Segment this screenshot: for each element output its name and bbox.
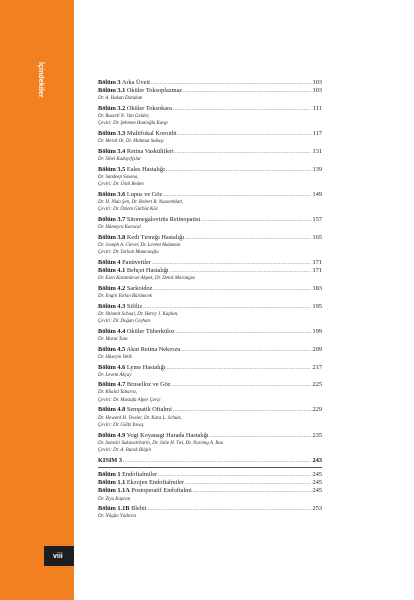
toc-entry-page: 171 <box>312 266 322 274</box>
toc-entry-author: Dr. Sandeep Saxena, <box>98 174 139 180</box>
toc-entry-author: Dr. Khalid Tabarra, <box>98 390 137 396</box>
toc-entry-title <box>98 406 172 414</box>
toc-entry <box>98 479 322 487</box>
toc-entry <box>98 191 322 216</box>
toc-entry-title-text: Ekzojen Endoftalmiler <box>126 479 185 487</box>
toc-entry-author: Dr. Shlomit Schaal, Dr. Henry J. Kaplan, <box>98 311 179 317</box>
toc-row[interactable] <box>98 364 322 372</box>
toc-leader-dots <box>163 191 311 199</box>
toc-entry-page: 157 <box>312 215 322 223</box>
toc-entry-title-text: Behçet Hastalığı <box>126 266 169 274</box>
toc-entry-title-text: Sempatik Oftalmi <box>126 406 172 414</box>
toc-entry <box>98 267 322 285</box>
toc-entry-label: Bölüm 3.3 <box>98 130 126 138</box>
toc-row[interactable] <box>98 285 322 293</box>
toc-row[interactable] <box>98 381 322 389</box>
toc-leader-dots <box>185 234 311 242</box>
toc-entry-label: Bölüm 3.2 <box>98 104 126 112</box>
toc-entry-title-text: Panüveitler <box>122 258 151 266</box>
toc-entry-author: Dr. Sibel Kadayıfçılar <box>98 157 142 162</box>
toc-entry-title-text: Lupus ve Göz <box>126 190 163 198</box>
toc-entry-page: 229 <box>312 406 322 414</box>
toc-entry-title-text: Endoftalmiler <box>122 471 158 479</box>
toc-entry-label: Bölüm 1 <box>98 471 121 479</box>
toc-entry <box>98 487 322 505</box>
toc-entry-page: 183 <box>312 284 322 292</box>
toc-leader-dots <box>181 346 311 354</box>
toc-entry-title-text: Eales Hastalığı <box>126 165 165 173</box>
toc-entry-title <box>98 364 166 372</box>
toc-entry-page: 225 <box>312 381 322 389</box>
toc-entry-title-text: Postoperatif Endoftalmi <box>131 487 192 495</box>
toc-entry-title <box>98 191 162 199</box>
toc-entry <box>98 259 322 267</box>
section-tab-label: İçindekiler <box>37 62 44 98</box>
toc-entry <box>98 234 322 259</box>
toc-entry-author: Çeviri: Dr. Şebnem Hanioğlu Kargı <box>98 121 168 127</box>
toc-part-row[interactable] <box>98 457 322 465</box>
toc-entry <box>98 130 322 148</box>
toc-entry-title <box>98 381 171 389</box>
toc-entry-page: 217 <box>312 363 322 371</box>
toc-row[interactable] <box>98 479 322 487</box>
toc-entry <box>98 432 322 457</box>
toc-entry-title <box>98 432 209 440</box>
toc-entry-title-text: Bruselloz ve Göz <box>126 381 171 389</box>
toc-entry <box>98 346 322 364</box>
toc-entry-title <box>98 346 180 354</box>
toc-entry-page: 171 <box>312 258 322 266</box>
toc-entry-page: 103 <box>312 79 322 86</box>
toc-entry-title <box>98 105 172 113</box>
toc-entry-author: Çeviri: Dr. Mustafa Alper Çerçi <box>98 397 161 403</box>
toc-entry-title-text: Retina Vaskülitleri <box>126 147 174 155</box>
toc-entry <box>98 471 322 479</box>
toc-entry-page: 243 <box>312 456 322 464</box>
toc-entry-title <box>98 303 142 311</box>
toc-entry-page: 139 <box>312 165 322 173</box>
toc-entry-page: 209 <box>312 345 322 353</box>
toc-entry-label: Bölüm 3.7 <box>98 215 126 223</box>
page-number <box>44 546 74 566</box>
toc-entry-title <box>98 234 184 242</box>
toc-entry-title-text: Sitomegalovirüs Retinopatisi <box>126 215 201 223</box>
toc-entry <box>98 166 322 191</box>
toc-entry-author: Dr. Meral Or, Dr. Mahmut Subaşı <box>98 139 164 145</box>
toc-entry-spacer <box>98 521 322 524</box>
toc-entry-label: KISIM 3 <box>98 456 122 464</box>
toc-entry-author: Çeviri: Dr. Doğan Ceyhan <box>98 318 150 324</box>
toc-entry-label: Bölüm 4.6 <box>98 363 126 371</box>
toc-entry-title <box>98 267 169 275</box>
toc-row[interactable] <box>98 148 322 156</box>
toc-entry-title <box>98 79 150 87</box>
toc-entry <box>98 87 322 105</box>
toc-entry-label: Bölüm 4.9 <box>98 431 126 439</box>
toc-entry-title <box>98 487 192 495</box>
toc-row[interactable] <box>98 406 322 414</box>
toc-leader-dots <box>183 87 311 95</box>
toc-row[interactable] <box>98 87 322 95</box>
toc-leader-dots <box>173 406 311 414</box>
toc-entry-page: 245 <box>312 471 322 479</box>
toc-leader-dots <box>173 105 311 113</box>
toc-row[interactable] <box>98 432 322 440</box>
toc-entry <box>98 79 322 87</box>
toc-entry <box>98 364 322 382</box>
toc-entry-author: Dr. Russell N. Van Gelder, <box>98 114 150 120</box>
toc-entry-title <box>98 328 175 336</box>
toc-entry-label: Bölüm 4.4 <box>98 327 126 335</box>
toc-entry-author: Çeviri: Dr. A. Burak Bilgin <box>98 447 151 453</box>
toc-entry <box>98 216 322 234</box>
toc-entry-title-text: Sifiliz <box>126 302 143 310</box>
toc-leader-dots <box>153 285 311 293</box>
toc-entry-label: Bölüm 1.1A <box>98 487 130 495</box>
toc-entry-title-text: Multifokal Koroidit <box>126 130 177 138</box>
toc-entry-author: Dr. Hüseyin Yetik <box>98 354 132 360</box>
toc-entry-page: 111 <box>313 104 322 112</box>
toc-entry-author: Dr. Joseph A. Clever, Dr. Levent Akduman <box>98 242 181 248</box>
toc-entry-label: Bölüm 3 <box>98 79 121 86</box>
toc-row[interactable] <box>98 191 322 199</box>
toc-leader-dots <box>175 148 311 156</box>
toc-leader-dots <box>185 479 311 487</box>
toc-row[interactable] <box>98 303 322 311</box>
toc-entry-page: 245 <box>312 479 322 487</box>
toc-entry-author: Çeviri: Dr. Gültz Yavaş <box>98 422 144 428</box>
toc-row[interactable] <box>98 471 322 479</box>
toc-entry-author: Dr. A. Hakan Durukan <box>98 96 143 102</box>
toc-row[interactable] <box>98 130 322 138</box>
toc-leader-dots <box>158 471 311 479</box>
toc-leader-dots <box>147 505 311 513</box>
toc-entry-label: Bölüm 4.7 <box>98 381 126 389</box>
toc-entry-author: Çeviri: Dr. Tarkan Mumcuoğlu <box>98 250 159 256</box>
toc-entry-title-text: Kedi Tırmığı Hastalığı <box>126 233 185 241</box>
toc-leader-dots <box>172 381 311 389</box>
toc-leader-dots <box>123 457 311 465</box>
toc-entry-author: Dr. Levent Akçay <box>98 372 132 378</box>
toc-row[interactable] <box>98 216 322 224</box>
toc-entry-label: Bölüm 4.5 <box>98 345 126 353</box>
part-divider-rule <box>98 467 322 468</box>
toc-entry-title <box>98 505 146 513</box>
toc-leader-dots <box>193 487 311 495</box>
toc-entry-author: Dr. Engin Yarkın Bürümcek <box>98 293 152 299</box>
toc-entry-title <box>98 87 182 95</box>
toc-entry-page: 195 <box>312 302 322 310</box>
toc-entry-label: Bölüm 4 <box>98 258 121 266</box>
toc-entry-page: 245 <box>312 487 322 495</box>
toc-entry-title-text: Oküler Toksokara <box>126 104 172 112</box>
toc-entry-title-text: Lyme Hastalığı <box>126 363 166 371</box>
page-number-text: viii <box>53 552 63 560</box>
toc-leader-dots <box>178 130 311 138</box>
toc-row[interactable] <box>98 267 322 275</box>
toc-entry <box>98 381 322 406</box>
toc-leader-dots <box>143 303 311 311</box>
toc-row[interactable] <box>98 328 322 336</box>
toc-entry-title <box>98 259 151 267</box>
toc-entry-title <box>98 130 177 138</box>
toc-entry <box>98 328 322 346</box>
toc-row[interactable] <box>98 505 322 513</box>
toc-entry <box>98 285 322 303</box>
toc-entry-label: Bölüm 1.1 <box>98 479 126 487</box>
toc-entry-title-text: Blebit <box>131 505 147 513</box>
toc-entry-page: 103 <box>312 87 322 95</box>
toc-part-entry <box>98 457 322 472</box>
toc-entry-label: Bölüm 4.1 <box>98 266 126 274</box>
toc-entry-author: Dr. Esen Karamürsel Akpek, Dr. Deniz Marangoz <box>98 276 196 282</box>
toc-leader-dots <box>166 166 311 174</box>
toc-entry-title-text: Oküler Toksoplazmaz <box>126 87 183 95</box>
toc-entry-title-text: Oküler Tüberküloz <box>126 327 175 335</box>
toc-entry-page: 131 <box>312 147 322 155</box>
toc-entry-title <box>98 471 157 479</box>
toc-entry-title <box>98 148 174 156</box>
toc-entry-label: Bölüm 3.5 <box>98 165 126 173</box>
toc-entry-title-text: Arka Üveit <box>121 79 150 86</box>
toc-row[interactable] <box>98 487 322 495</box>
toc-entry-author: Dr. Ziya Kapran <box>98 496 131 502</box>
toc-leader-dots <box>151 79 311 87</box>
toc-leader-dots <box>167 364 311 372</box>
toc-entry-page: 235 <box>312 431 322 439</box>
toc-entry-page: 253 <box>312 505 322 513</box>
toc-entry-title-text: Sarkoidoz <box>126 284 153 292</box>
toc-entry-label: Bölüm 4.2 <box>98 284 126 292</box>
toc-row[interactable] <box>98 234 322 242</box>
table-of-contents <box>98 79 322 523</box>
toc-leader-dots <box>201 216 311 224</box>
toc-entry-page: 117 <box>312 130 322 138</box>
toc-entry-title <box>98 166 165 174</box>
toc-row[interactable] <box>98 166 322 174</box>
toc-entry-label: Bölüm 3.4 <box>98 147 126 155</box>
toc-entry-label: Bölüm 3.6 <box>98 190 126 198</box>
toc-row[interactable] <box>98 259 322 267</box>
toc-entry-label: Bölüm 4.8 <box>98 406 126 414</box>
toc-entry-label: Bölüm 3.1 <box>98 87 126 95</box>
toc-entry-label: Bölüm 4.3 <box>98 302 126 310</box>
toc-entry <box>98 303 322 328</box>
toc-entry-page: 165 <box>312 233 322 241</box>
toc-entry-author: Dr. Hümeyra Karacal <box>98 225 141 230</box>
toc-entry <box>98 148 322 166</box>
toc-entry-label: Bölüm 3.8 <box>98 233 126 241</box>
toc-leader-dots <box>210 432 311 440</box>
toc-entry-author: Çeviri: Dr. Özlem Gürbüz Köz <box>98 207 158 213</box>
toc-entry-author: Dr. Howard H. Tessler, Dr. Kara L. Schulz, <box>98 415 182 421</box>
toc-entry-title <box>98 216 200 224</box>
toc-entry-author: Çeviri: Dr. Ümit Beden <box>98 182 144 188</box>
toc-entry-page: 199 <box>312 327 322 335</box>
toc-row[interactable] <box>98 346 322 354</box>
toc-entry <box>98 505 322 523</box>
toc-entry <box>98 406 322 431</box>
toc-entry-label: Bölüm 1.1B <box>98 505 130 513</box>
toc-leader-dots <box>152 259 311 267</box>
toc-entry-page: 149 <box>312 190 322 198</box>
toc-entry-title <box>98 457 122 465</box>
toc-entry-author: Dr. Somsiri Sukavatcharin, Dr. Jalie H. Twi, Dr. Narsing A. Rao <box>98 440 224 446</box>
toc-entry-author: Dr. H. Nida Şen, Dr. Robert B. Nussenblatt, <box>98 199 184 205</box>
toc-entry <box>98 105 322 130</box>
toc-entry-author: Dr. Murat Tunc <box>98 336 129 342</box>
toc-row[interactable] <box>98 79 322 87</box>
toc-leader-dots <box>170 267 311 275</box>
toc-entry-title <box>98 285 152 293</box>
toc-entry-author: Dr. Nilgün Yıldırım <box>98 514 136 520</box>
toc-leader-dots <box>176 328 311 336</box>
toc-entry-title-text: Vogt Koyanagi Harada Hastalığı <box>126 431 209 439</box>
toc-entry-title <box>98 479 184 487</box>
toc-entry-title-text: Akut Retina Nekrozu <box>126 345 181 353</box>
toc-row[interactable] <box>98 105 322 113</box>
